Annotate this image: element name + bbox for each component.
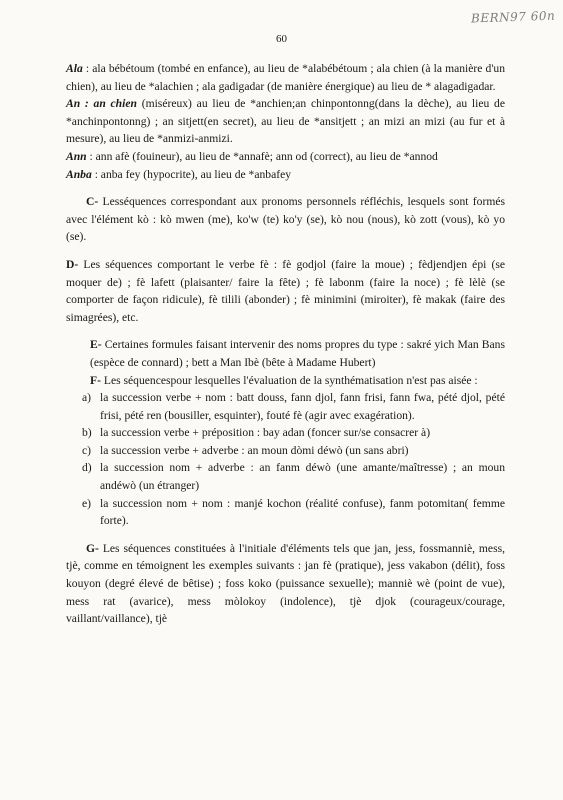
list-marker: e) (82, 496, 92, 510)
entry-an (66, 95, 505, 148)
section-f (66, 372, 505, 390)
page-number: 60 (276, 33, 287, 45)
entry-head: Ala (66, 62, 83, 75)
section-c (66, 193, 505, 246)
list-marker: c) (82, 443, 92, 457)
section-label: C- (86, 195, 99, 209)
list-marker: d) (82, 461, 92, 475)
list-text: la succession nom + nom : manjé kochon (réalité confuse), fanm potomitan( femme forte). (100, 496, 505, 528)
document-body (66, 60, 505, 628)
list-item (82, 424, 505, 442)
entry-anba (66, 166, 505, 184)
section-e (66, 336, 505, 371)
section-text: Les séquences comportant le verbe fè : fè godjol (faire la moue) ; fèdjendjen épi (se moquer de) ; fè lafett (plaisanter/ faire la fête) ; fè labonm (faire la noce) ; fè lèlè (se comporter de façon ridicule), fè tilili (abonder) ; fè minimini (miroiter), fè makak (faire des simagrées), etc. (66, 257, 506, 324)
list-item (82, 442, 505, 460)
list-marker: b) (82, 426, 92, 440)
section-f-list (66, 389, 505, 530)
section-d (66, 256, 505, 326)
section-text: Les séquences constituées à l'initiale d'éléments tels que jan, jess, fossmanniè, mess, tjè, comme en témoignent les exemples suivants : jan fè (pratique), jess vakabon (délit), foss kouyon (degré élevé de bêtise) ; foss koko (puissance sexuelle); manniè wè (point de vue), mess rat (avarice), mess mòlokoy (indolence), tjè djok (courageux/courage, vaillant/vaillance), tjè (66, 541, 506, 626)
entry-text: : ala bébétoum (tombé en enfance), au lieu de *alabébétoum ; ala chien (à la manière d'un chien), au lieu de *alachien ; ala gadigadar (de manière énergique) au lieu de * alagadigadar. (66, 62, 506, 93)
entry-head: Anba (66, 167, 92, 181)
handwritten-annotation: BERN97 60n (470, 8, 556, 26)
list-text: la succession nom + adverbe : an fanm déwò (une amante/maîtresse) ; an moun andéwò (un étranger) (100, 461, 505, 493)
entry-text: (miséreux) au lieu de *anchien;an chinpontonng(dans la dèche), au lieu de *anchinpontonng) ; an sitjett(en secret), au lieu de *ansitjett ; an mizi an mizi (au fur et à mesure), au lieu de *anmizi-anmizi. (66, 97, 505, 146)
section-label: E- (90, 338, 102, 352)
section-label: D- (66, 257, 79, 271)
section-label: F- (90, 373, 101, 387)
list-item (82, 495, 505, 530)
entry-text: : anba fey (hypocrite), au lieu de *anbafey (94, 167, 292, 181)
entry-ala (66, 60, 505, 95)
entry-text: : ann afè (fouineur), au lieu de *annafè; ann od (correct), au lieu de *annod (89, 149, 438, 163)
list-item (82, 459, 505, 494)
list-text: la succession verbe + nom : batt douss, fann djol, fann frisi, fann fwa, pété djol, pété frisi, pété ren (bousiller, esquinter), fouté fè (agir avec exagération). (100, 391, 505, 422)
entry-head: An : an chien (66, 97, 137, 111)
list-item (82, 389, 505, 424)
section-text: Les séquencespour lesquelles l'évaluation de la synthématisation n'est pas aisée : (103, 373, 478, 387)
entry-ann (66, 148, 505, 166)
list-text: la succession verbe + préposition : bay adan (foncer sur/se consacrer à) (100, 426, 431, 440)
section-g (66, 540, 505, 628)
section-text: Certaines formules faisant intervenir des noms propres du type : sakré yich Man Bans (espèce de connard) ; bett a Man Ibè (bête à Madame Hubert) (90, 338, 505, 369)
entry-head: Ann (66, 149, 87, 163)
list-marker: a) (82, 391, 92, 405)
list-text: la succession verbe + adverbe : an moun dòmi déwò (un sans abri) (100, 443, 409, 457)
section-label: G- (86, 541, 99, 555)
section-text: Lesséquences correspondant aux pronoms personnels réfléchis, lesquels sont formés avec l'élément kò : kò mwen (me), ko'w (te) ko'y (se), kò nou (nous), kò zott (vous), kò yo (se). (66, 195, 505, 244)
